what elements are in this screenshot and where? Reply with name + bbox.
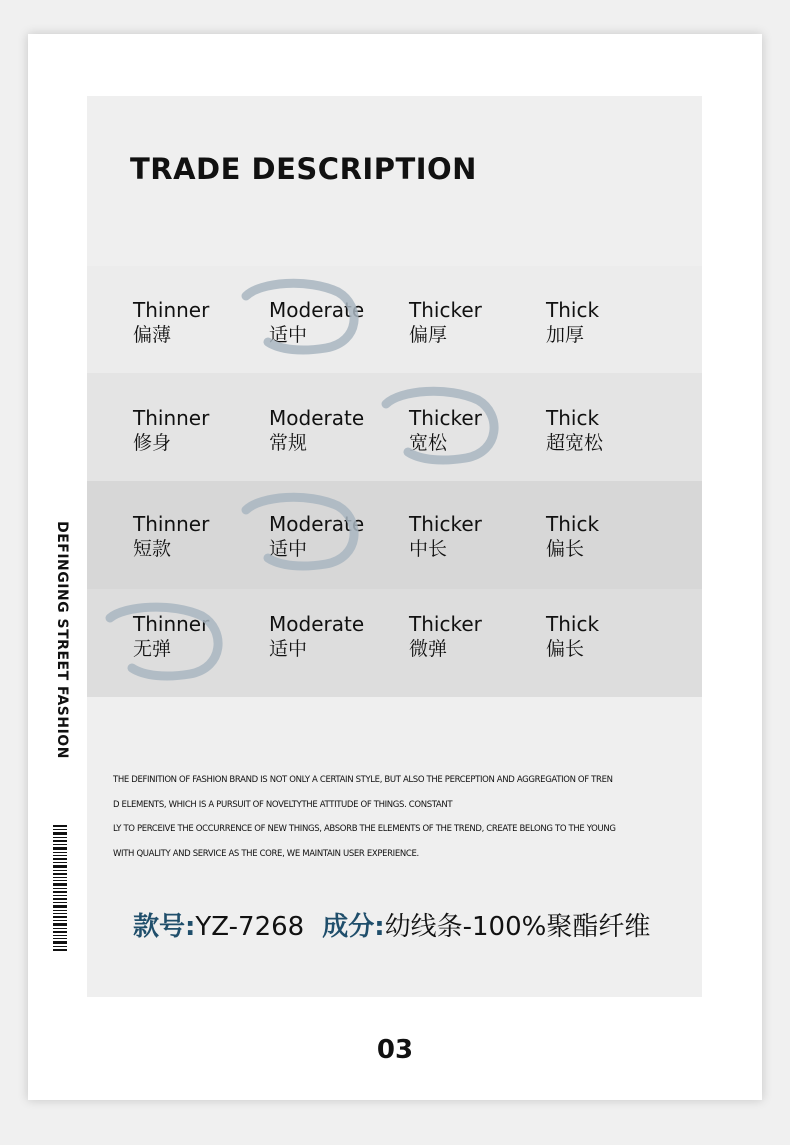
option-cn: 适中 bbox=[269, 638, 308, 660]
option-en: Thick bbox=[546, 298, 600, 322]
page-title: TRADE DESCRIPTION bbox=[130, 152, 477, 186]
model-label: 款号: bbox=[133, 912, 196, 942]
scale-option bbox=[269, 297, 364, 347]
option-en: Thicker bbox=[409, 406, 482, 430]
option-en: Thicker bbox=[409, 512, 482, 536]
scale-option bbox=[133, 511, 209, 561]
option-en: Thick bbox=[546, 406, 600, 430]
option-cn: 宽松 bbox=[409, 432, 448, 454]
option-en: Moderate bbox=[269, 298, 365, 322]
option-cn: 无弹 bbox=[133, 638, 172, 660]
scale-option bbox=[269, 611, 364, 661]
scale-option bbox=[269, 511, 364, 561]
option-cn: 偏长 bbox=[546, 538, 585, 560]
option-cn: 短款 bbox=[133, 538, 172, 560]
composition-value: 幼线条-100%聚酯纤维 bbox=[384, 912, 651, 942]
option-cn: 微弹 bbox=[409, 638, 448, 660]
scale-option bbox=[133, 611, 209, 661]
option-cn: 适中 bbox=[269, 538, 308, 560]
scale-option bbox=[409, 297, 482, 347]
scale-option bbox=[409, 511, 482, 561]
scale-option bbox=[269, 405, 364, 455]
option-cn: 适中 bbox=[269, 324, 308, 346]
scale-option bbox=[133, 405, 209, 455]
scale-option bbox=[546, 297, 599, 347]
option-en: Moderate bbox=[269, 512, 365, 536]
scale-option bbox=[546, 405, 603, 455]
option-en: Thinner bbox=[133, 298, 210, 322]
description-line: THE DEFINITION OF FASHION BRAND IS NOT ONLY A CERTAIN STYLE, BUT ALSO THE PERCEPTION AND AGGREGATION OF TREN bbox=[113, 775, 613, 785]
option-en: Thick bbox=[546, 512, 600, 536]
option-cn: 加厚 bbox=[546, 324, 585, 346]
scale-option bbox=[133, 297, 209, 347]
brand-description bbox=[113, 768, 673, 866]
description-line: LY TO PERCEIVE THE OCCURRENCE OF NEW THINGS, ABSORB THE ELEMENTS OF THE TREND, CREATE BELONG TO THE YOUNG bbox=[113, 824, 616, 834]
scale-row-thickness bbox=[87, 266, 702, 373]
option-en: Moderate bbox=[269, 406, 365, 430]
option-cn: 偏厚 bbox=[409, 324, 448, 346]
scale-option bbox=[546, 511, 599, 561]
option-en: Thinner bbox=[133, 612, 210, 636]
barcode-icon bbox=[53, 825, 67, 953]
option-en: Thicker bbox=[409, 612, 482, 636]
product-spec bbox=[133, 906, 650, 943]
description-line: D ELEMENTS, WHICH IS A PURSUIT OF NOVELTYTHE ATTITUDE OF THINGS. CONSTANT bbox=[113, 799, 453, 810]
option-cn: 偏薄 bbox=[133, 324, 172, 346]
option-en: Thinner bbox=[133, 512, 210, 536]
description-line: WITH QUALITY AND SERVICE AS THE CORE, WE MAINTAIN USER EXPERIENCE. bbox=[113, 848, 419, 859]
option-cn: 超宽松 bbox=[546, 432, 604, 454]
composition-label: 成分: bbox=[322, 912, 385, 942]
scale-row-elasticity bbox=[87, 589, 702, 697]
option-cn: 偏长 bbox=[546, 638, 585, 660]
option-en: Thinner bbox=[133, 406, 210, 430]
scale-row-fit bbox=[87, 373, 702, 481]
scale-option bbox=[409, 405, 482, 455]
option-en: Thicker bbox=[409, 298, 482, 322]
option-cn: 中长 bbox=[409, 538, 448, 560]
option-cn: 常规 bbox=[269, 432, 308, 454]
option-cn: 修身 bbox=[133, 432, 172, 454]
page-number: 03 bbox=[376, 1035, 414, 1065]
scale-option bbox=[409, 611, 482, 661]
scale-option bbox=[546, 611, 599, 661]
option-en: Thick bbox=[546, 612, 600, 636]
model-value: YZ-7268 bbox=[195, 912, 305, 942]
scale-row-length bbox=[87, 481, 702, 589]
side-brand-text: DEFINGING STREET FASHION bbox=[54, 521, 70, 759]
option-en: Moderate bbox=[269, 612, 365, 636]
